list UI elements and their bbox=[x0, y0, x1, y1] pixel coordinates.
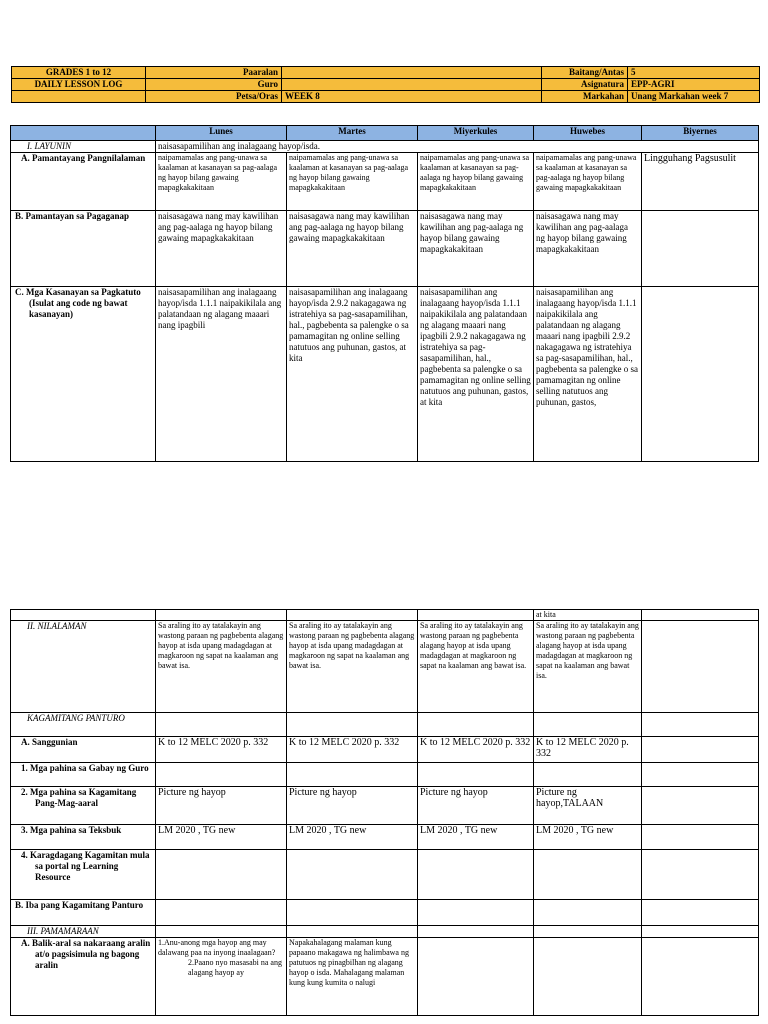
balik-aral-lunes-1: 1.Anu-anong mga hayop ang may dalawang paa na inyong inaalagaan? bbox=[158, 938, 276, 957]
balik-aral-lunes-2: 2.Paano nyo masasabi na ang alagang hayop ay bbox=[188, 958, 282, 977]
cont-biyernes bbox=[642, 610, 759, 621]
pamantayan-sa-pagganap-label: B. Pamantayan sa Pagaganap bbox=[11, 211, 156, 287]
pp-biyernes: Lingguhang Pagsusulit bbox=[642, 153, 759, 211]
kasanayan-lunes: naisasapamilihan ang inalagaang hayop/isda 1.1.1 naipakikilala ang palatandaan ng alagang maaari nang ipagbili bbox=[156, 287, 287, 462]
kasanayan-miyerkules: naisasapamilihan ang inalagaang hayop/isda 1.1.1 naipakikilala ang palatandaan ng alagang maaari nang ipagbili 2.9.2 nakagagawa ng istratehiya sa pag-sasapamilihan, hal., pagbebenta sa palengke o sa pamamagitan ng online selling natutuos ang puhunan, gastos, at kita bbox=[418, 287, 534, 462]
head-blank bbox=[11, 126, 156, 141]
kasanayan-huwebes-cont: at kita bbox=[534, 610, 642, 621]
paaralan-value bbox=[282, 67, 542, 79]
lesson-table-page-1 bbox=[10, 125, 759, 462]
kasanayan-label: C. Mga Kasanayan sa Pagkatuto (Isulat ang code ng bawat kasanayan) bbox=[11, 287, 156, 462]
balik-aral-lunes bbox=[156, 938, 287, 1016]
kasanayan-huwebes: naisasapamilihan ang inalagaang hayop/isda 1.1.1 naipakikilala ang palatandaan ng alagang maaari nang ipagbili 2.9.2 nakagagawa ng istratehiya sa pag-sasapamilihan, hal., pagbebenta sa palengke o sa pamamagitan ng online selling natutuos ang puhunan, gastos, bbox=[534, 287, 642, 462]
iba-pang-label: B. Iba pang Kagamitang Panturo bbox=[11, 900, 156, 926]
teksbuk-miyerkules: LM 2020 , TG new bbox=[418, 825, 534, 850]
pamantayang-pangnilalaman-label: A. Pamantayang Pangnilalaman bbox=[11, 153, 156, 211]
kpm-huwebes: Picture ng hayop,TALAAN bbox=[534, 787, 642, 825]
kagamitan-label: KAGAMITANG PANTURO bbox=[11, 713, 156, 737]
nilalaman-biyernes bbox=[642, 621, 759, 713]
balik-aral-label: A. Balik-aral sa nakaraang aralin at/o pagsisimula ng bagong aralin bbox=[11, 938, 156, 1016]
kasanayan-biyernes bbox=[642, 287, 759, 462]
blank-cell bbox=[12, 91, 146, 103]
gabay-label: 1. Mga pahina sa Gabay ng Guro bbox=[11, 763, 156, 787]
psp-lunes: naisasagawa nang may kawilihan ang pag-aalaga ng hayop bilang gawaing mapagkakakitaan bbox=[156, 211, 287, 287]
sanggunian-lunes: K to 12 MELC 2020 p. 332 bbox=[156, 737, 287, 763]
psp-huwebes: naisasagawa nang may kawilihan ang pag-aalaga ng hayop bilang gawaing mapagkakakitaan bbox=[534, 211, 642, 287]
pamamaraan-label: III. PAMAMARAAN bbox=[11, 926, 156, 938]
pp-huwebes: naipamamalas ang pang-unawa sa kaalaman at kasanayan sa pag-aalaga ng hayop bilang gawaing mapagkakakitaan bbox=[534, 153, 642, 211]
guro-label: Guro bbox=[146, 79, 282, 91]
dll-label: DAILY LESSON LOG bbox=[12, 79, 146, 91]
layunin-text: naisasapamilihan ang inalagaang hayop/isda. bbox=[156, 141, 759, 153]
pp-lunes: naipamamalas ang pang-unawa sa kaalaman at kasanayan sa pag-aalaga ng hayop bilang gawaing mapagkakakitaan bbox=[156, 153, 287, 211]
karagdagang-label: 4. Karagdagang Kagamitan mula sa portal ng Learning Resource bbox=[11, 850, 156, 900]
nilalaman-label: II. NILALAMAN bbox=[11, 621, 156, 713]
sanggunian-miyerkules: K to 12 MELC 2020 p. 332 bbox=[418, 737, 534, 763]
nilalaman-lunes: Sa araling ito ay tatalakayin ang wastong paraan ng pagbebenta alagang hayop at isda upang madagdagan at magkaroon ng sapat na kaalaman ang bawat isa. bbox=[156, 621, 287, 713]
kpm-miyerkules: Picture ng hayop bbox=[418, 787, 534, 825]
cont-martes bbox=[287, 610, 418, 621]
kpm-lunes: Picture ng hayop bbox=[156, 787, 287, 825]
asignatura-value: EPP-AGRI bbox=[628, 79, 760, 91]
psp-martes: naisasagawa nang may kawilihan ang pag-aalaga ng hayop bilang gawaing mapagkakakitaan bbox=[287, 211, 418, 287]
baitang-label: Baitang/Antas bbox=[542, 67, 628, 79]
paaralan-label: Paaralan bbox=[146, 67, 282, 79]
cont-miyerkules bbox=[418, 610, 534, 621]
teksbuk-martes: LM 2020 , TG new bbox=[287, 825, 418, 850]
guro-value bbox=[282, 79, 542, 91]
sanggunian-label: A. Sanggunian bbox=[11, 737, 156, 763]
kpm-martes: Picture ng hayop bbox=[287, 787, 418, 825]
baitang-value: 5 bbox=[628, 67, 760, 79]
lesson-table-page-2 bbox=[10, 609, 759, 1016]
markahan-label: Markahan bbox=[542, 91, 628, 103]
balik-aral-martes: Napakahalagang malaman kung papaano makagawa ng halimbawa ng patutuos ng pinagbilhan ng alagang hayop o isda. Mahalagang malaman kung kung kumita o nalugi bbox=[287, 938, 418, 1016]
day-biyernes: Biyernes bbox=[642, 126, 759, 141]
psp-biyernes bbox=[642, 211, 759, 287]
nilalaman-miyerkules: Sa araling ito ay tatalakayin ang wastong paraan ng pagbebenta alagang hayop at isda upang madagdagan at magkaroon ng sapat na kaalaman ang bawat isa. bbox=[418, 621, 534, 713]
header-table bbox=[11, 66, 760, 103]
cont-blank bbox=[11, 610, 156, 621]
day-martes: Martes bbox=[287, 126, 418, 141]
day-miyerkules: Miyerkules bbox=[418, 126, 534, 141]
sanggunian-huwebes: K to 12 MELC 2020 p. 332 bbox=[534, 737, 642, 763]
petsa-value: WEEK 8 bbox=[282, 91, 542, 103]
markahan-value: Unang Markahan week 7 bbox=[628, 91, 760, 103]
kasanayan-martes: naisasapamilihan ang inalagaang hayop/isda 2.9.2 nakagagawa ng istratehiya sa pag-sasapamilihan, hal., pagbebenta sa palengke o sa pamamagitan ng online selling natutuos ang puhunan, gastos, at kita bbox=[287, 287, 418, 462]
grades-label: GRADES 1 to 12 bbox=[12, 67, 146, 79]
pp-martes: naipamamalas ang pang-unawa sa kaalaman at kasanayan sa pag-aalaga ng hayop bilang gawaing mapagkakakitaan bbox=[287, 153, 418, 211]
teksbuk-lunes: LM 2020 , TG new bbox=[156, 825, 287, 850]
teksbuk-huwebes: LM 2020 , TG new bbox=[534, 825, 642, 850]
day-huwebes: Huwebes bbox=[534, 126, 642, 141]
nilalaman-huwebes: Sa araling ito ay tatalakayin ang wastong paraan ng pagbebenta alagang hayop at isda upang madagdagan at magkaroon ng sapat na kaalaman ang bawat isa. bbox=[534, 621, 642, 713]
teksbuk-label: 3. Mga pahina sa Teksbuk bbox=[11, 825, 156, 850]
asignatura-label: Asignatura bbox=[542, 79, 628, 91]
layunin-label: I. LAYUNIN bbox=[11, 141, 156, 153]
cont-lunes bbox=[156, 610, 287, 621]
psp-miyerkules: naisasagawa nang may kawilihan ang pag-aalaga ng hayop bilang gawaing mapagkakakitaan bbox=[418, 211, 534, 287]
petsa-label: Petsa/Oras bbox=[146, 91, 282, 103]
nilalaman-martes: Sa araling ito ay tatalakayin ang wastong paraan ng pagbebenta alagang hayop at isda upang madagdagan at magkaroon ng sapat na kaalaman ang bawat isa. bbox=[287, 621, 418, 713]
pp-miyerkules: naipamamalas ang pang-unawa sa kaalaman at kasanayan sa pag-aalaga ng hayop bilang gawaing mapagkakakitaan bbox=[418, 153, 534, 211]
day-lunes: Lunes bbox=[156, 126, 287, 141]
sanggunian-martes: K to 12 MELC 2020 p. 332 bbox=[287, 737, 418, 763]
kagamitan-pang-mag-aaral-label: 2. Mga pahina sa Kagamitang Pang-Mag-aaral bbox=[11, 787, 156, 825]
